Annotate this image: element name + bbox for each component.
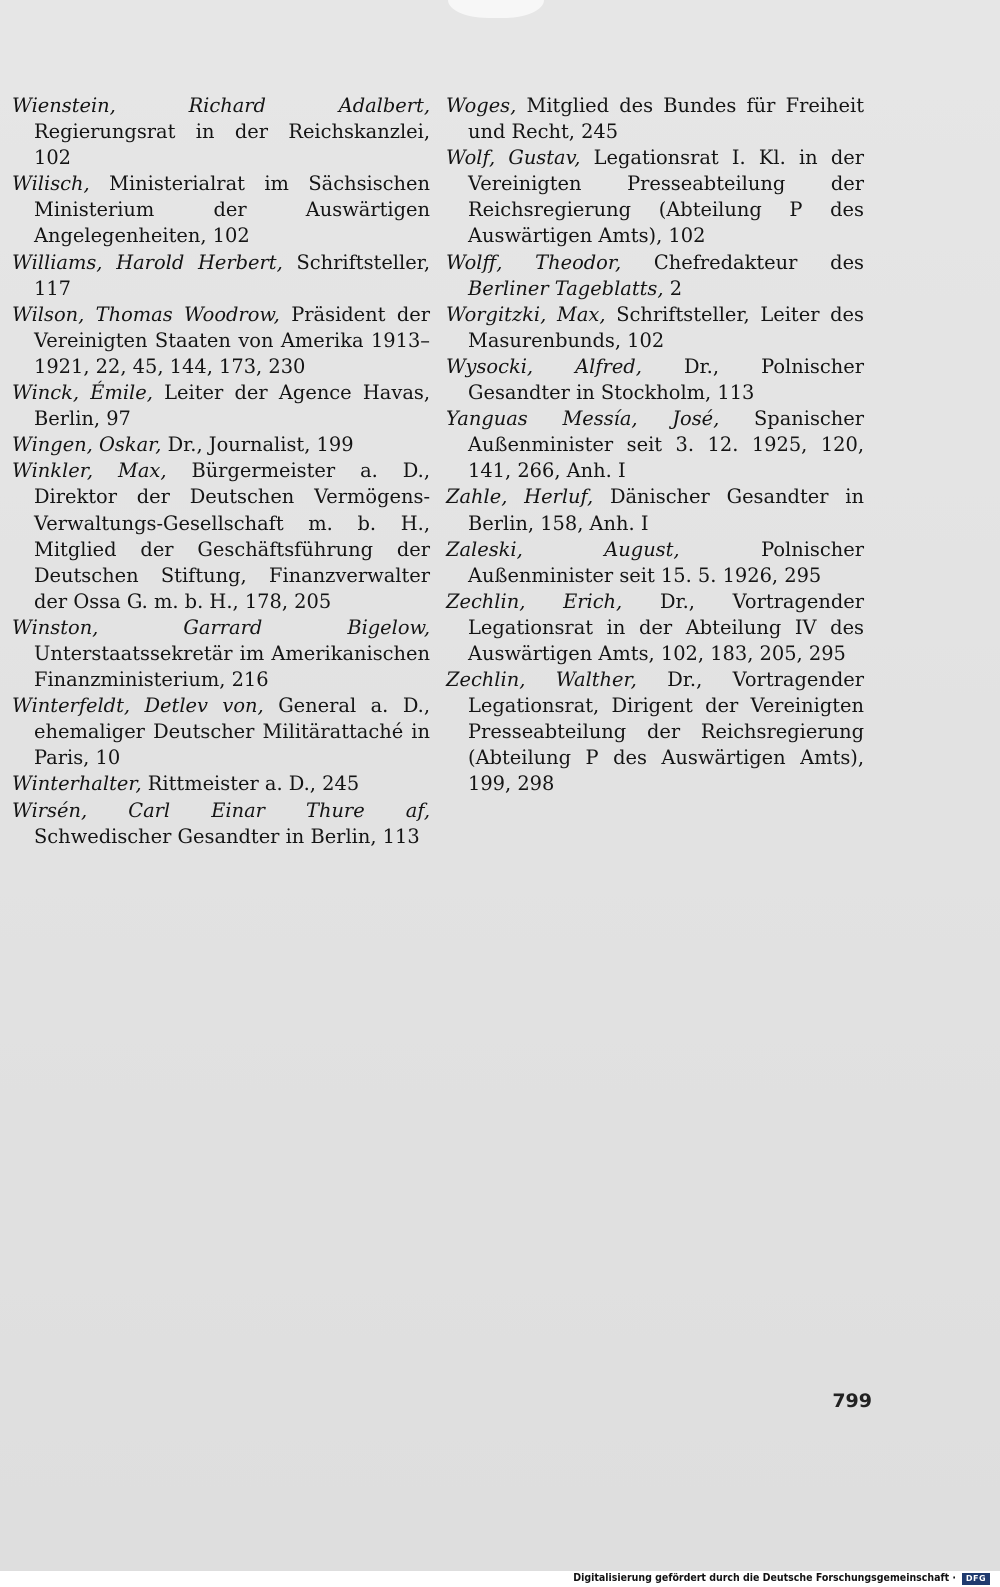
entry-publication-title: Berliner Tageblatts, [468, 276, 664, 300]
entry-text: Unterstaatssekretär im Amerikanischen Finanzministerium, 216 [34, 641, 430, 692]
index-entry [12, 432, 430, 458]
entry-text: Spanischer Außenminister seit 3. 12. 1925, 120, 141, 266, Anh. I [468, 407, 865, 483]
index-entry [12, 458, 430, 615]
index-entry [446, 667, 864, 797]
digitization-credit: Digitalisierung gefördert durch die Deutsche Forschungsgemeinschaft · [573, 1572, 956, 1584]
index-column-left [12, 93, 430, 850]
entry-name: Woges, [446, 94, 517, 117]
index-entry [446, 406, 864, 484]
index-entry [446, 484, 864, 536]
index-entry [12, 798, 430, 850]
index-entry [12, 250, 430, 302]
entry-name: Zahle, Herluf, [446, 485, 594, 509]
entry-name: Wienstein, Richard Adalbert, [12, 94, 430, 117]
entry-text: Dänischer Gesandter in Berlin, 158, Anh. I [468, 485, 864, 535]
index-entry [446, 354, 864, 406]
entry-name: Worgitzki, Max, [446, 302, 606, 326]
entry-name: Yanguas Messía, José, [446, 407, 720, 431]
entry-text: Schriftsteller, Leiter des Masurenbunds, 102 [468, 302, 864, 352]
entry-text: Leiter der Agence Havas, Berlin, 97 [34, 381, 430, 431]
entry-name: Zechlin, Walther, [446, 668, 637, 692]
entry-name: Zaleski, August, [446, 537, 680, 561]
entry-name: Zechlin, Erich, [446, 589, 623, 613]
entry-text: Dr., Polnischer Gesandter in Stockholm, 113 [468, 354, 864, 405]
dfg-logo-icon[interactable]: DFG [962, 1573, 990, 1585]
entry-text: Polnischer Außenminister seit 15. 5. 1926, 295 [468, 537, 864, 587]
index-entry [12, 771, 430, 797]
entry-name: Wilisch, [12, 172, 90, 196]
index-entry [12, 93, 430, 171]
digitization-credit-bar [0, 1571, 1000, 1587]
entry-text: Regierungsrat in der Reichskanzlei, 102 [34, 120, 430, 170]
entry-text: Ministerialrat im Sächsischen Ministerium der Auswärtigen Angelegenheiten, 102 [34, 172, 430, 248]
entry-text: Dr., Journalist, 199 [161, 433, 354, 457]
entry-name: Wilson, Thomas Woodrow, [12, 302, 280, 326]
entry-name: Wysocki, Alfred, [446, 354, 642, 378]
entry-text: Rittmeister a. D., 245 [141, 772, 360, 796]
entry-text: 2 [663, 276, 683, 300]
entry-text: Bürgermeister a. D., Direktor der Deutschen Vermögens-Verwaltungs-Gesellschaft m. b. H., Mitglied der Geschäftsführung der Deutschen Stiftung, Finanzverwalter der Ossa G. m. b. H., 178, 205 [34, 459, 430, 613]
entry-name: Wingen, Oskar, [12, 433, 162, 457]
entry-name: Wolf, Gustav, [446, 146, 581, 170]
entry-text: Mitglied des Bundes für Freiheit und Recht, 245 [468, 94, 864, 144]
index-entry [12, 615, 430, 693]
entry-name: Winck, Émile, [12, 381, 153, 405]
entry-name: Winterfeldt, Detlev von, [12, 694, 264, 718]
entry-name: Wirsén, Carl Einar Thure af, [12, 798, 430, 822]
index-entry [446, 537, 864, 589]
page-number: 799 [832, 1390, 872, 1412]
index-entry [12, 171, 430, 249]
entry-text: Präsident der Vereinigten Staaten von Amerika 1913–1921, 22, 45, 144, 173, 230 [34, 302, 430, 378]
entry-name: Winterhalter, [12, 772, 142, 796]
entry-text: Schriftsteller, 117 [34, 250, 430, 300]
index-entry [12, 302, 430, 380]
entry-text: Chefredakteur des [621, 250, 865, 274]
entry-name: Wolff, Theodor, [446, 250, 622, 274]
entry-text: General a. D., ehemaliger Deutscher Militärattaché in Paris, 10 [34, 694, 431, 770]
index-entry [446, 145, 864, 249]
torn-paper-edge [448, 0, 544, 18]
index-entry [12, 693, 430, 771]
entry-name: Winkler, Max, [12, 459, 167, 483]
index-entry [446, 93, 864, 145]
index-entry [446, 250, 864, 302]
index-entry [446, 589, 864, 667]
entry-text: Dr., Vortragender Legationsrat in der Abteilung IV des Auswärtigen Amts, 102, 183, 205, 295 [468, 589, 864, 665]
index-entry [12, 380, 430, 432]
index-column-right [446, 93, 864, 798]
entry-name: Winston, Garrard Bigelow, [12, 615, 430, 639]
entry-text: Legationsrat I. Kl. in der Vereinigten Presseabteilung der Reichsregierung (Abteilung P des Auswärtigen Amts), 102 [468, 146, 864, 248]
index-entry [446, 302, 864, 354]
entry-text: Dr., Vortragender Legationsrat, Dirigent der Vereinigten Presseabteilung der Reichsregierung (Abteilung P des Auswärtigen Amts), 199, 298 [468, 668, 864, 796]
entry-text: Schwedischer Gesandter in Berlin, 113 [34, 824, 420, 848]
entry-name: Williams, Harold Herbert, [12, 250, 283, 274]
